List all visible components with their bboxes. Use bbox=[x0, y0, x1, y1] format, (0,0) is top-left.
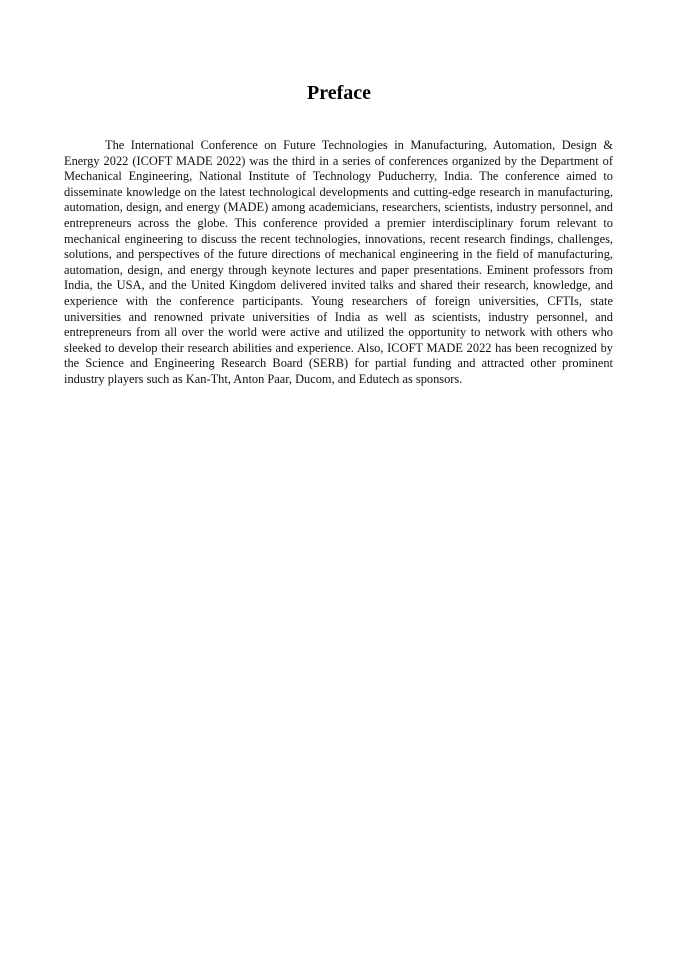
preface-paragraph: The International Conference on Future Technologies in Manufacturing, Automation, Design & Energy 2022 (ICOFT MADE 2022) was the third in a series of conferences organized by the Department of Mechanical Engineering, National Institute of Technology Puducherry, India. The conference aimed to disseminate knowledge on the latest technological developments and cutting-edge research in manufacturing, automation, design, and energy (MADE) among academicians, researchers, scientists, industry personnel, and entrepreneurs across the globe. This conference provided a premier interdisciplinary forum relevant to mechanical engineering to discuss the recent technologies, innovations, recent research findings, challenges, solutions, and perspectives of the future directions of mechanical engineering in the field of manufacturing, automation, design, and energy through keynote lectures and paper presentations. Eminent professors from India, the USA, and the United Kingdom delivered invited talks and shared their research, knowledge, and experience with the conference participants. Young researchers of foreign universities, CFTIs, state universities and renowned private universities of India as well as scientists, industry personnel, and entrepreneurs from all over the world were active and utilized the opportunity to network with others who sleeked to develop their research abilities and experience. Also, ICOFT MADE 2022 has been recognized by the Science and Engineering Research Board (SERB) for partial funding and attracted other prominent industry players such as Kan-Tht, Anton Paar, Ducom, and Edutech as sponsors. bbox=[64, 138, 613, 386]
page-title: Preface bbox=[306, 82, 372, 104]
